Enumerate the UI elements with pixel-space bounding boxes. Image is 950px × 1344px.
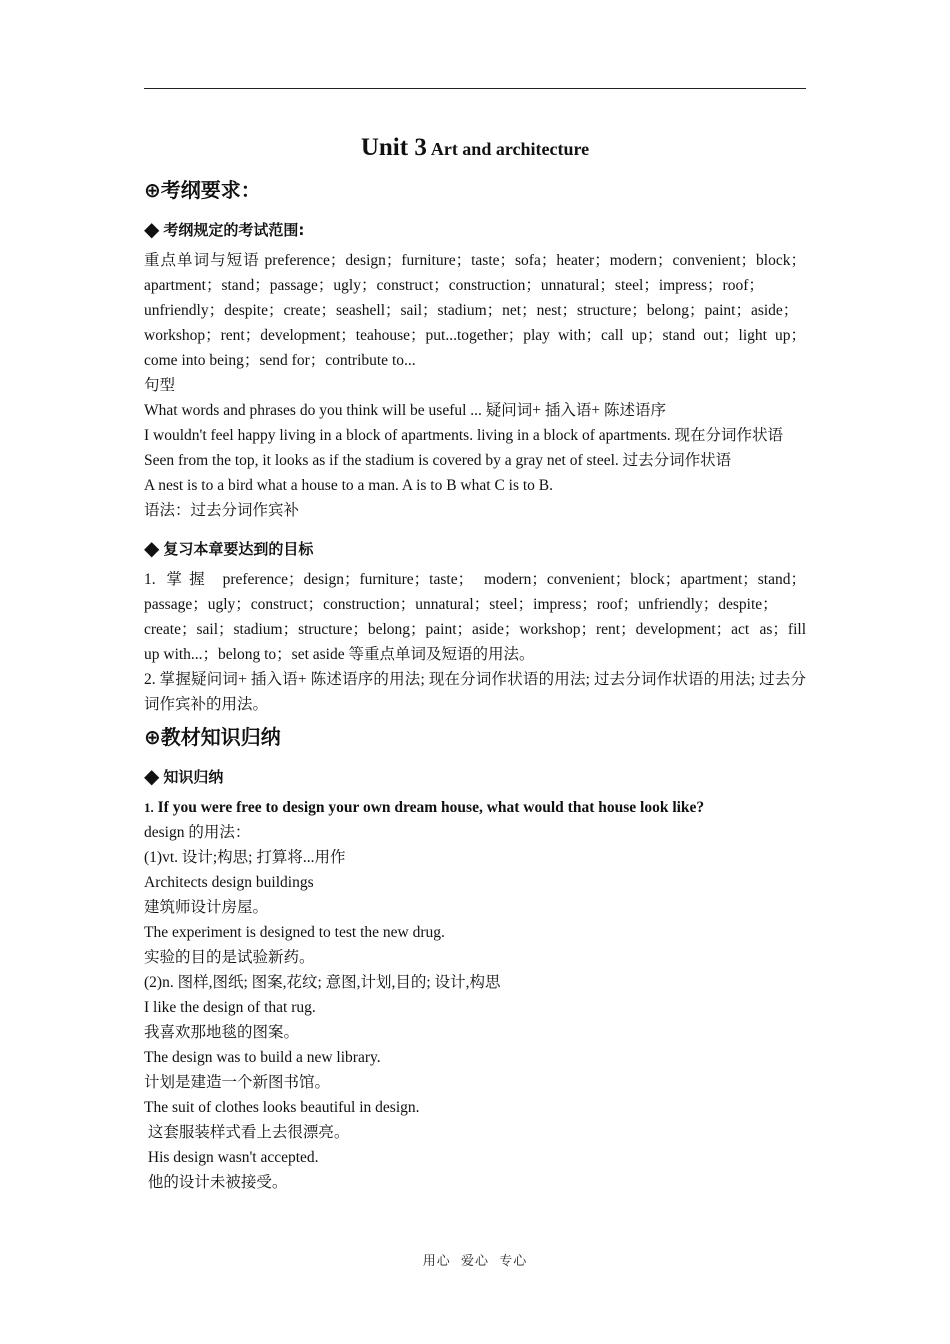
subheading-knowledge-summary — [144, 759, 806, 793]
diamond-bullet-icon: ◆ — [144, 217, 160, 241]
diamond-bullet-icon: ◆ — [144, 764, 160, 788]
subheading-text: 复习本章要达到的目标 — [163, 540, 314, 558]
pattern-line: Seen from the top, it looks as if the stadium is covered by a gray net of steel. 过去分词作状语 — [144, 452, 732, 469]
usage-line: 实验的目的是试验新药。 — [144, 949, 315, 966]
section-heading-textbook-knowledge: ⊕教材知识归纳 — [144, 725, 281, 749]
usage-line: (1)vt. 设计;构思; 打算将...用作 — [144, 849, 346, 866]
usage-line: His design wasn't accepted. — [144, 1149, 319, 1166]
subheading-exam-scope — [144, 212, 806, 246]
usage-line: design 的用法： — [144, 824, 251, 841]
usage-line: The experiment is designed to test the new drug. — [144, 924, 445, 941]
diamond-bullet-icon: ◆ — [144, 536, 160, 560]
usage-line: 建筑师设计房屋。 — [144, 899, 269, 916]
subheading-text: 知识归纳 — [163, 768, 224, 786]
header-rule — [144, 88, 806, 89]
subheading-text: 考纲规定的考试范围: — [163, 221, 305, 239]
subheading-review-goals — [144, 531, 806, 565]
question-text: If you were free to design your own dream house, what would that house look like? — [157, 799, 705, 816]
usage-line: The suit of clothes looks beautiful in design. — [144, 1099, 420, 1116]
title-sub: Art and architecture — [430, 139, 590, 159]
question-number: 1. — [144, 800, 154, 815]
section-heading-exam-requirements: ⊕考纲要求： — [144, 178, 261, 202]
question-line — [144, 795, 806, 820]
pattern-label: 句型 — [144, 377, 176, 394]
grammar-line: 语法：过去分词作宾补 — [144, 502, 300, 519]
page-footer: 用心 爱心 专心 — [422, 1254, 528, 1269]
usage-line: (2)n. 图样,图纸; 图案,花纹; 意图,计划,目的; 设计,构思 — [144, 974, 501, 991]
goal-item: 2. 掌握疑问词+ 插入语+ 陈述语序的用法; 现在分词作状语的用法; 过去分词作状语的用法; 过去分词作宾补的用法。 — [144, 671, 806, 713]
title-main: Unit 3 — [360, 134, 427, 161]
vocab-paragraph: 重点单词与短语 preference；design；furniture；taste；sofa；heater；modern；convenient；block；apartment；stand；passage；ugly；construct；construction；unnatural；steel；impress；roof；unfriendly；despite；create；seashell；sail；stadium；net；nest；structure；belong；paint；aside；workshop；rent；development；teahouse；put...together；play with；call up；stand out；light up；come into being；send for；contribute to... — [144, 252, 806, 369]
pattern-line: A nest is to a bird what a house to a man. A is to B what C is to B. — [144, 477, 554, 494]
usage-line: The design was to build a new library. — [144, 1049, 381, 1066]
usage-line: 他的设计未被接受。 — [144, 1174, 288, 1191]
usage-line: 我喜欢那地毯的图案。 — [144, 1024, 300, 1041]
usage-line: 计划是建造一个新图书馆。 — [144, 1074, 331, 1091]
pattern-line: I wouldn't feel happy living in a block of apartments. living in a block of apartments. 现在分词作状语 — [144, 427, 784, 444]
goal-item: 1. 掌握 preference；design；furniture；taste； modern；convenient；block；apartment；stand；passage；ugly；construct；construction；unnatural；steel；impress；roof；unfriendly；despite；create；sail；stadium；structure；belong；paint；aside；workshop；rent；development；act as；fill up with...；belong to；set aside 等重点单词及短语的用法。 — [144, 571, 806, 663]
page-title — [144, 130, 806, 166]
usage-line: Architects design buildings — [144, 874, 314, 891]
document-body — [144, 130, 806, 1195]
pattern-line: What words and phrases do you think will be useful ... 疑问词+ 插入语+ 陈述语序 — [144, 402, 667, 419]
usage-line: I like the design of that rug. — [144, 999, 316, 1016]
usage-line: 这套服装样式看上去很漂亮。 — [144, 1124, 350, 1141]
